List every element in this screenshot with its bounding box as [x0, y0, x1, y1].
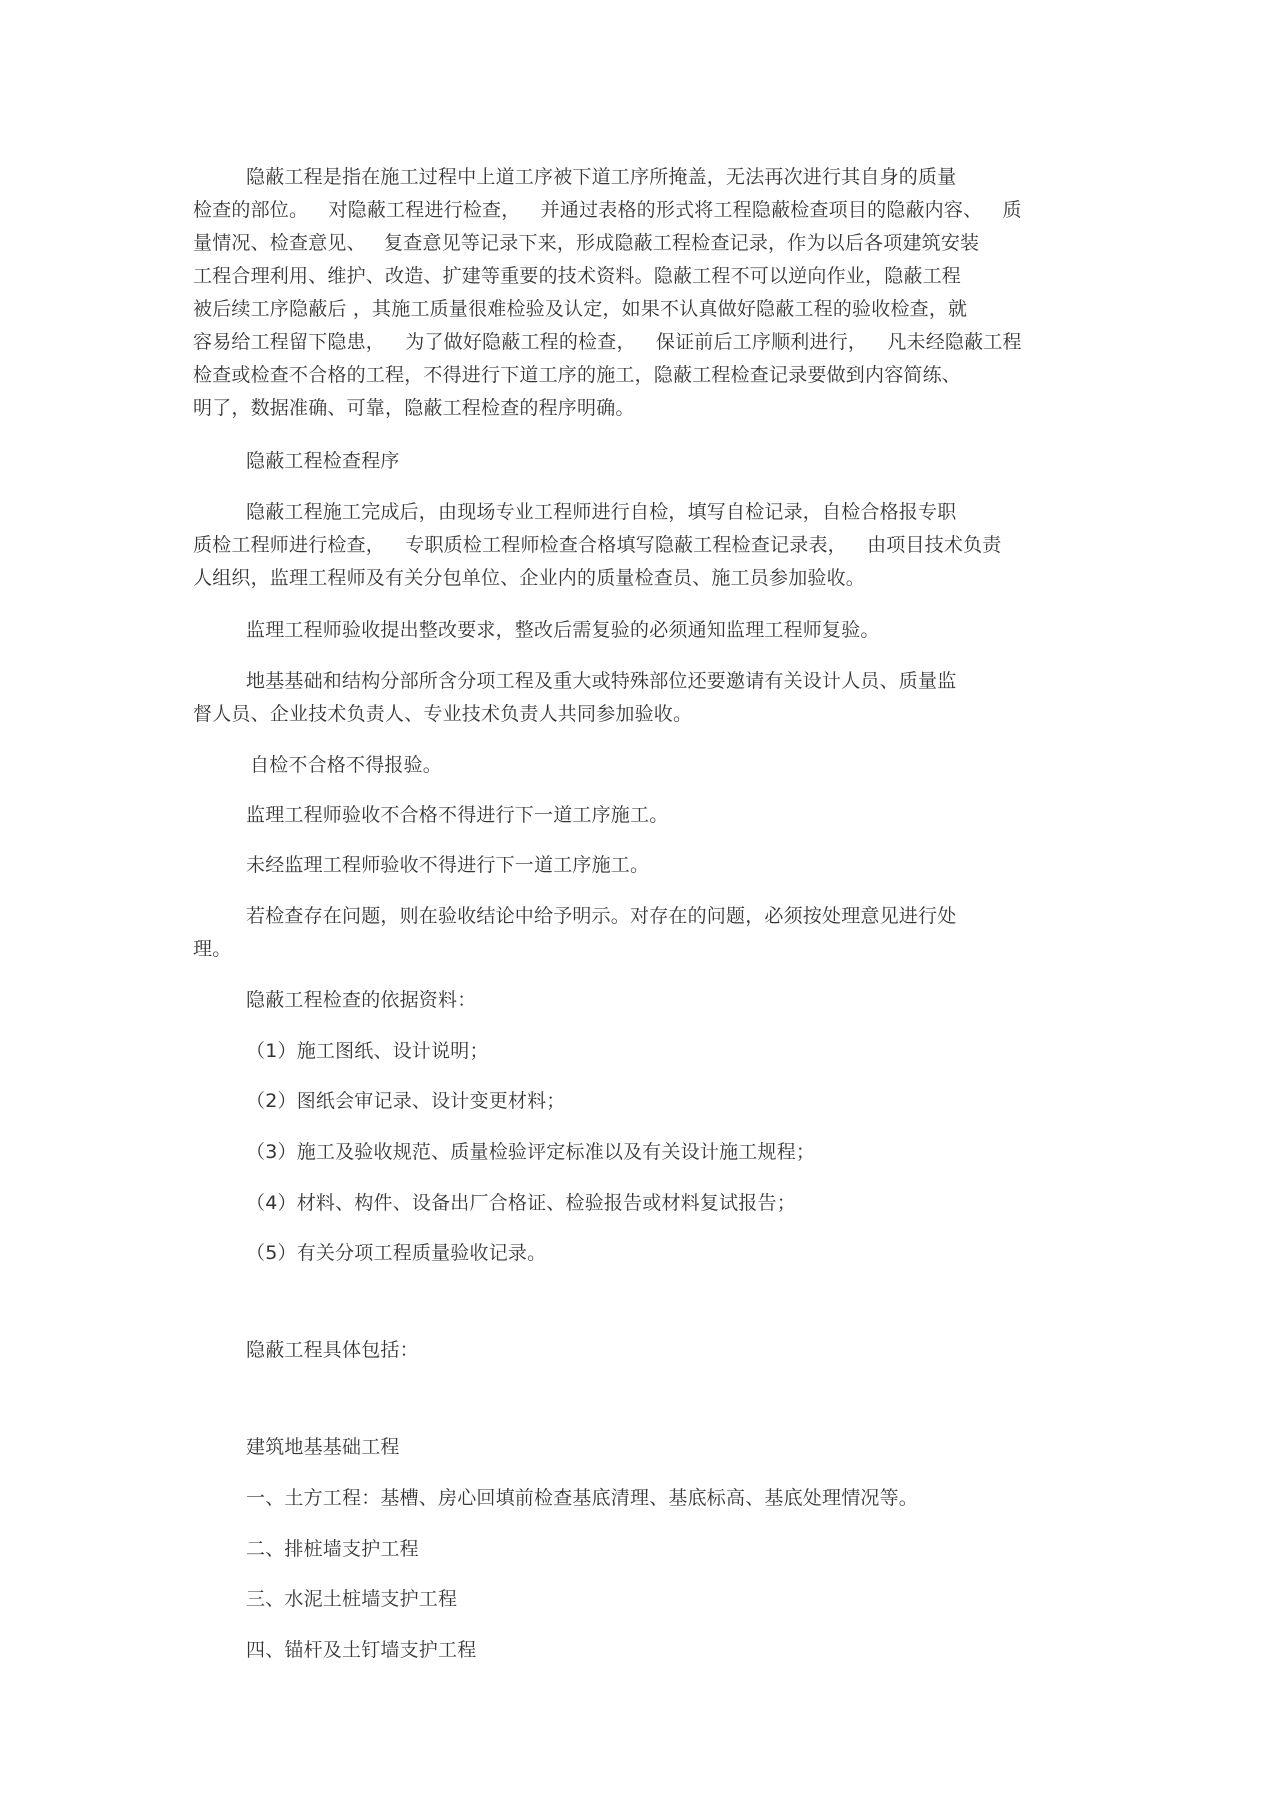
basis-item-2: （2）图纸会审记录、设计变更材料；	[246, 1090, 566, 1112]
basis-item-5: （5）有关分项工程质量验收记录。	[246, 1242, 547, 1264]
intro-line-6: 容易给工程留下隐患， 为了做好隐蔽工程的检查， 保证前后工序顺利进行， 凡未经隐蔽工程	[193, 331, 1022, 353]
category-item-1: 一、土方工程：基槽、房心回填前检查基底清理、基底标高、基底处理情况等。	[246, 1487, 919, 1509]
supervisor-none-line: 未经监理工程师验收不得进行下一道工序施工。	[246, 854, 650, 876]
category-item-2: 二、排桩墙支护工程	[246, 1538, 419, 1560]
problem-line-2: 理。	[193, 938, 232, 960]
basis-item-4: （4）材料、构件、设备出厂合格证、检验报告或材料复试报告；	[246, 1192, 796, 1214]
scope-heading: 隐蔽工程具体包括：	[246, 1339, 419, 1361]
intro-line-8: 明了，数据准确、可靠，隐蔽工程检查的程序明确。	[193, 397, 635, 419]
rectify-line: 监理工程师验收提出整改要求，整改后需复验的必须通知监理工程师复验。	[246, 619, 880, 641]
self-check-line: 自检不合格不得报验。	[250, 754, 443, 776]
category-item-4: 四、锚杆及土钉墙支护工程	[246, 1639, 477, 1661]
category-heading: 建筑地基基础工程	[246, 1436, 400, 1458]
supervisor-fail-line: 监理工程师验收不合格不得进行下一道工序施工。	[246, 804, 669, 826]
intro-line-2: 检查的部位。 对隐蔽工程进行检查， 并通过表格的形式将工程隐蔽检查项目的隐蔽内容、 质	[193, 199, 1022, 221]
category-item-3: 三、水泥土桩墙支护工程	[246, 1588, 458, 1610]
problem-line-1: 若检查存在问题，则在验收结论中给予明示。对存在的问题，必须按处理意见进行处	[246, 905, 957, 927]
intro-line-4: 工程合理利用、维护、改造、扩建等重要的技术资料。隐蔽工程不可以逆向作业，隐蔽工程	[193, 265, 962, 287]
basis-item-3: （3）施工及验收规范、质量检验评定标准以及有关设计施工规程；	[246, 1141, 816, 1163]
intro-line-5: 被后续工序隐蔽后 ，其施工质量很难检验及认定，如果不认真做好隐蔽工程的验收检查，就	[193, 298, 968, 320]
intro-line-3: 量情况、检查意见、 复查意见等记录下来，形成隐蔽工程检查记录，作为以后各项建筑安装	[193, 232, 980, 254]
intro-line-7: 检查或检查不合格的工程，不得进行下道工序的施工，隐蔽工程检查记录要做到内容简练、	[193, 364, 962, 386]
procedure-line-2: 质检工程师进行检查， 专职质检工程师检查合格填写隐蔽工程检查记录表， 由项目技术负责	[193, 534, 1002, 556]
intro-line-1: 隐蔽工程是指在施工过程中上道工序被下道工序所掩盖，无法再次进行其自身的质量	[246, 166, 957, 188]
procedure-line-3: 人组织，监理工程师及有关分包单位、企业内的质量检查员、施工员参加验收。	[193, 567, 866, 589]
procedure-line-1: 隐蔽工程施工完成后，由现场专业工程师进行自检，填写自检记录，自检合格报专职	[246, 501, 957, 523]
basis-item-1: （1）施工图纸、设计说明；	[246, 1040, 489, 1062]
foundation-line-2: 督人员、企业技术负责人、专业技术负责人共同参加验收。	[193, 703, 693, 725]
foundation-line-1: 地基基础和结构分部所含分项工程及重大或特殊部位还要邀请有关设计人员、质量监	[246, 670, 957, 692]
basis-heading: 隐蔽工程检查的依据资料：	[246, 989, 477, 1011]
procedure-heading: 隐蔽工程检查程序	[246, 450, 400, 472]
